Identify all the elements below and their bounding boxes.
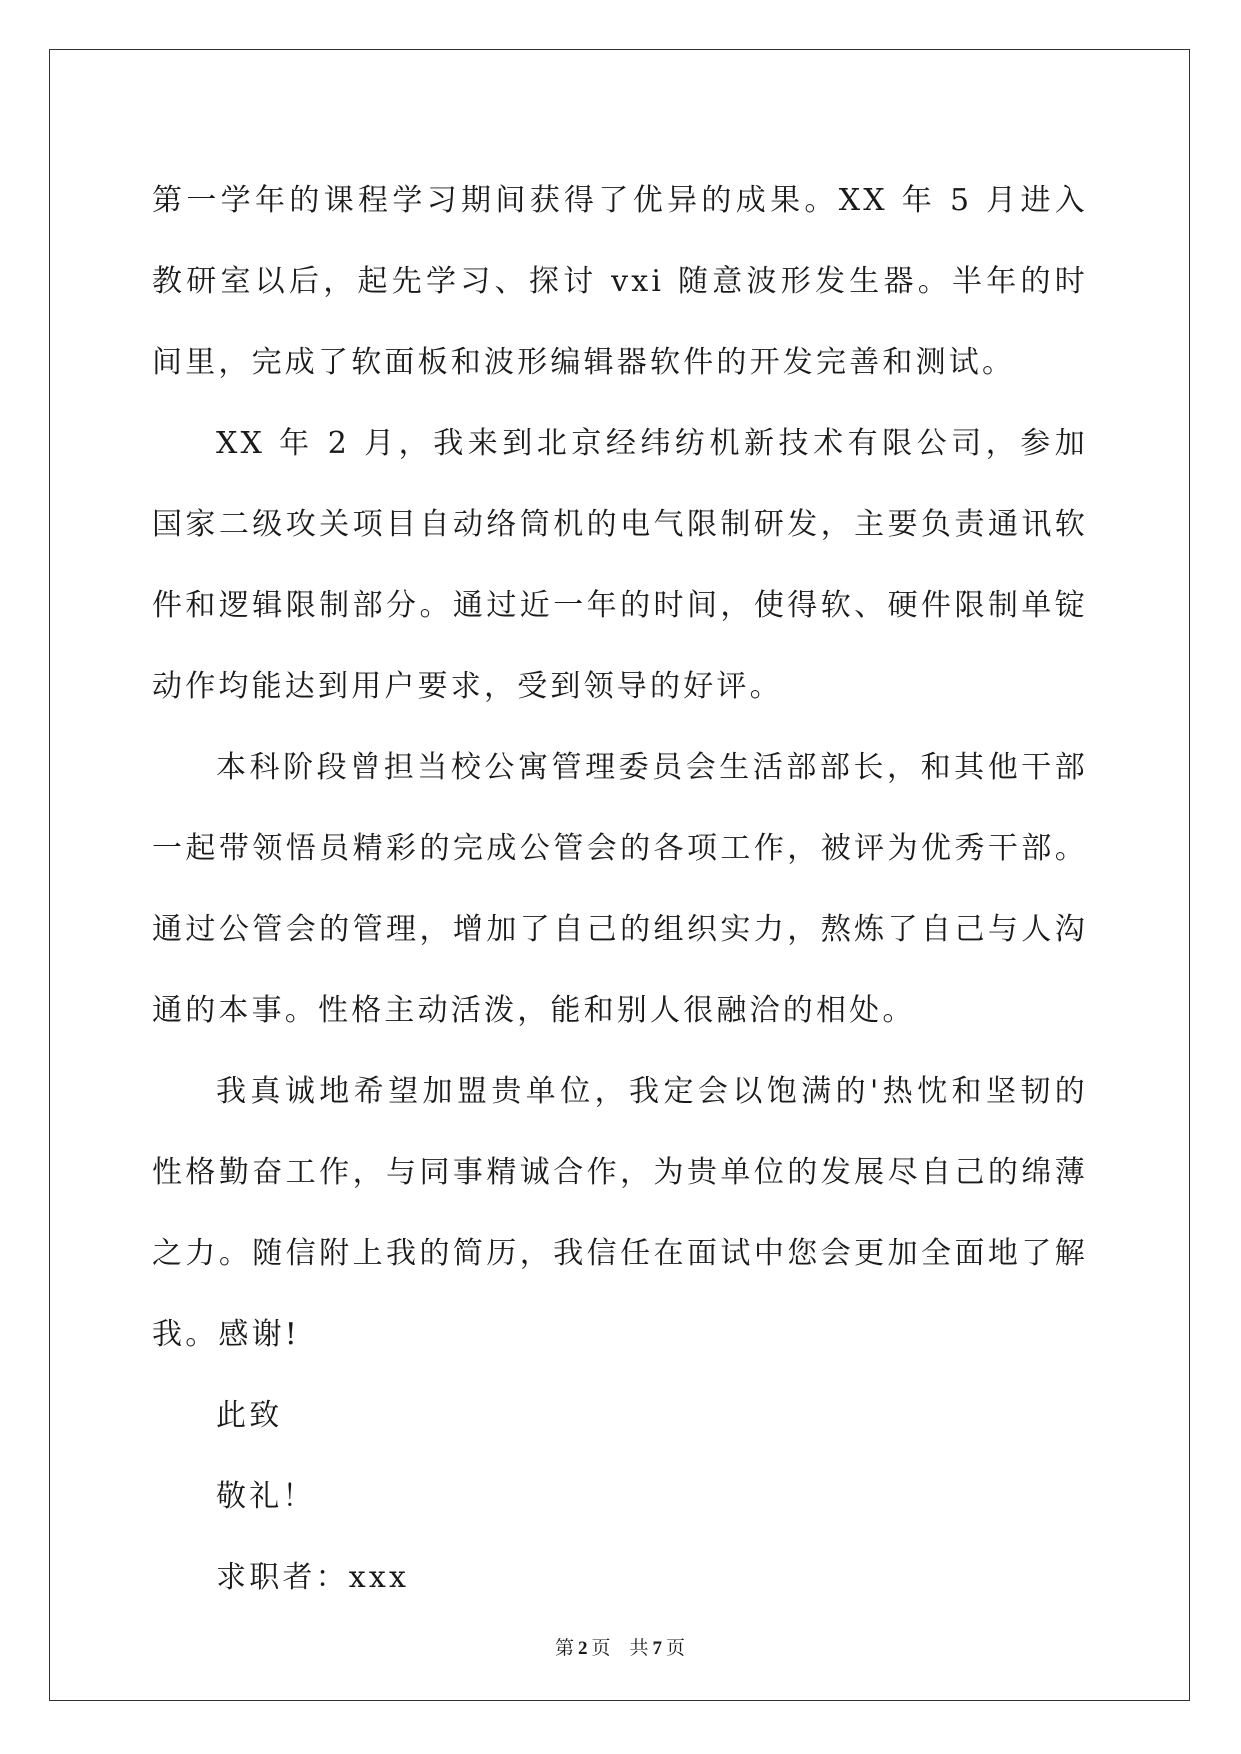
closing-regards: 敬礼！: [216, 1479, 316, 1514]
total-prefix: 共: [629, 1637, 650, 1659]
page-prefix: 第: [554, 1637, 575, 1659]
total-suffix: 页: [666, 1637, 687, 1659]
total-page-count: 7: [652, 1638, 664, 1659]
page-footer: [0, 1633, 1241, 1660]
paragraph-2: XX 年 2 月，我来到北京经纬纺机新技术有限公司，参加国家二级攻关项目自动络筒机的电气限制研发，主要负责通讯软件和逻辑限制部分。通过近一年的时间，使得软、硬件限制单锭动作均能达到用户要求，受到领导的好评。: [152, 426, 1088, 704]
current-page-number: 2: [577, 1638, 589, 1659]
page-suffix: 页: [591, 1637, 612, 1659]
letter-body: [152, 160, 1088, 1618]
paragraph-4: 我真诚地希望加盟贵单位，我定会以饱满的'热忱和坚韧的性格勤奋工作，与同事精诚合作，为贵单位的发展尽自己的绵薄之力。随信附上我的简历，我信任在面试中您会更加全面地了解我。感谢!: [152, 1074, 1088, 1352]
signature-line: 求职者：xxx: [216, 1560, 410, 1595]
closing-salutation: 此致: [216, 1398, 283, 1433]
paragraph-1: 第一学年的课程学习期间获得了优异的成果。XX 年 5 月进入教研室以后，起先学习、探讨 vxi 随意波形发生器。半年的时间里，完成了软面板和波形编辑器软件的开发完善和测试。: [152, 183, 1088, 380]
paragraph-3: 本科阶段曾担当校公寓管理委员会生活部部长，和其他干部一起带领悟员精彩的完成公管会的各项工作，被评为优秀干部。通过公管会的管理，增加了自己的组织实力，熬炼了自己与人沟通的本事。性格主动活泼，能和别人很融洽的相处。: [152, 750, 1088, 1028]
